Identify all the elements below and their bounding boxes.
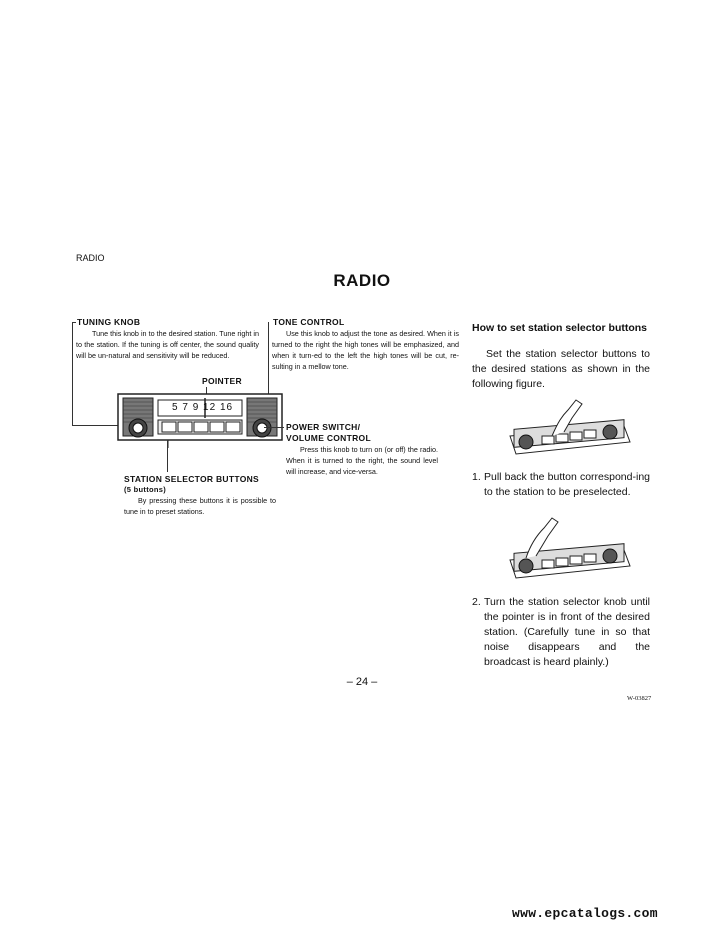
station-selector-label: STATION SELECTOR BUTTONS: [124, 474, 260, 484]
page-number: – 24 –: [346, 676, 378, 688]
instructions-heading: How to set station selector buttons: [472, 322, 648, 334]
tone-control-text: Use this knob to adjust the tone as desired. When it is turned to the right the high tones will be emphasized, and when it turn-ed to the left the high tones will be cut, re-sulting in a mellow tone.: [272, 329, 459, 371]
station-selector-text: By pressing these buttons it is possible to tune in to preset stations.: [124, 496, 276, 516]
tone-control-label: TONE CONTROL: [273, 317, 345, 327]
tuning-knob-text: Tune this knob in to the desired station. Tune right in to the station. If the tuning is off center, the sound quality will be un-natural and sensitivity will be reduced.: [76, 329, 259, 360]
station-selector-count: (5 buttons): [124, 485, 167, 494]
power-switch-text: Press this knob to turn on (or off) the radio. When it is turned to the right, the sound level will increase, and vice-versa.: [286, 445, 438, 476]
figure-pull-button: [506, 396, 634, 458]
station-selector-leader: [167, 440, 168, 472]
dial-mark: 12: [203, 402, 217, 413]
step-text: Pull back the button correspond-ing to the station to be preselected.: [484, 471, 650, 498]
step-number: 1.: [472, 471, 481, 483]
figure-turn-knob: [506, 516, 634, 582]
tuning-knob-leader: [72, 322, 73, 425]
watermark-url: www.epcatalogs.com: [512, 906, 658, 921]
radio-illustration: [116, 388, 286, 448]
step-text: Turn the station selector knob until the pointer is in front of the desired station. (Carefully tune in so that noise disappears and the broadcast is heard plainly.): [484, 596, 650, 668]
instructions-intro: Set the station selector buttons to the desired stations as shown in the following figure.: [472, 348, 650, 390]
step-1: [472, 470, 650, 500]
dial-mark: 5: [172, 402, 179, 413]
tuning-knob-label: TUNING KNOB: [77, 317, 141, 327]
dial-mark: 9: [192, 402, 200, 413]
pointer-label: POINTER: [202, 376, 242, 386]
power-switch-label: POWER SWITCH/: [286, 422, 361, 432]
dial-mark: 7: [182, 402, 189, 413]
figure-reference: W-03827: [627, 695, 652, 702]
section-header: RADIO: [76, 253, 105, 263]
power-switch-leader: [264, 427, 284, 428]
page-title: RADIO: [333, 271, 391, 290]
step-2: [472, 595, 650, 670]
dial-mark: 16: [219, 402, 234, 413]
dial-scale: [172, 402, 233, 413]
step-number: 2.: [472, 596, 481, 608]
volume-control-label: VOLUME CONTROL: [286, 433, 371, 443]
